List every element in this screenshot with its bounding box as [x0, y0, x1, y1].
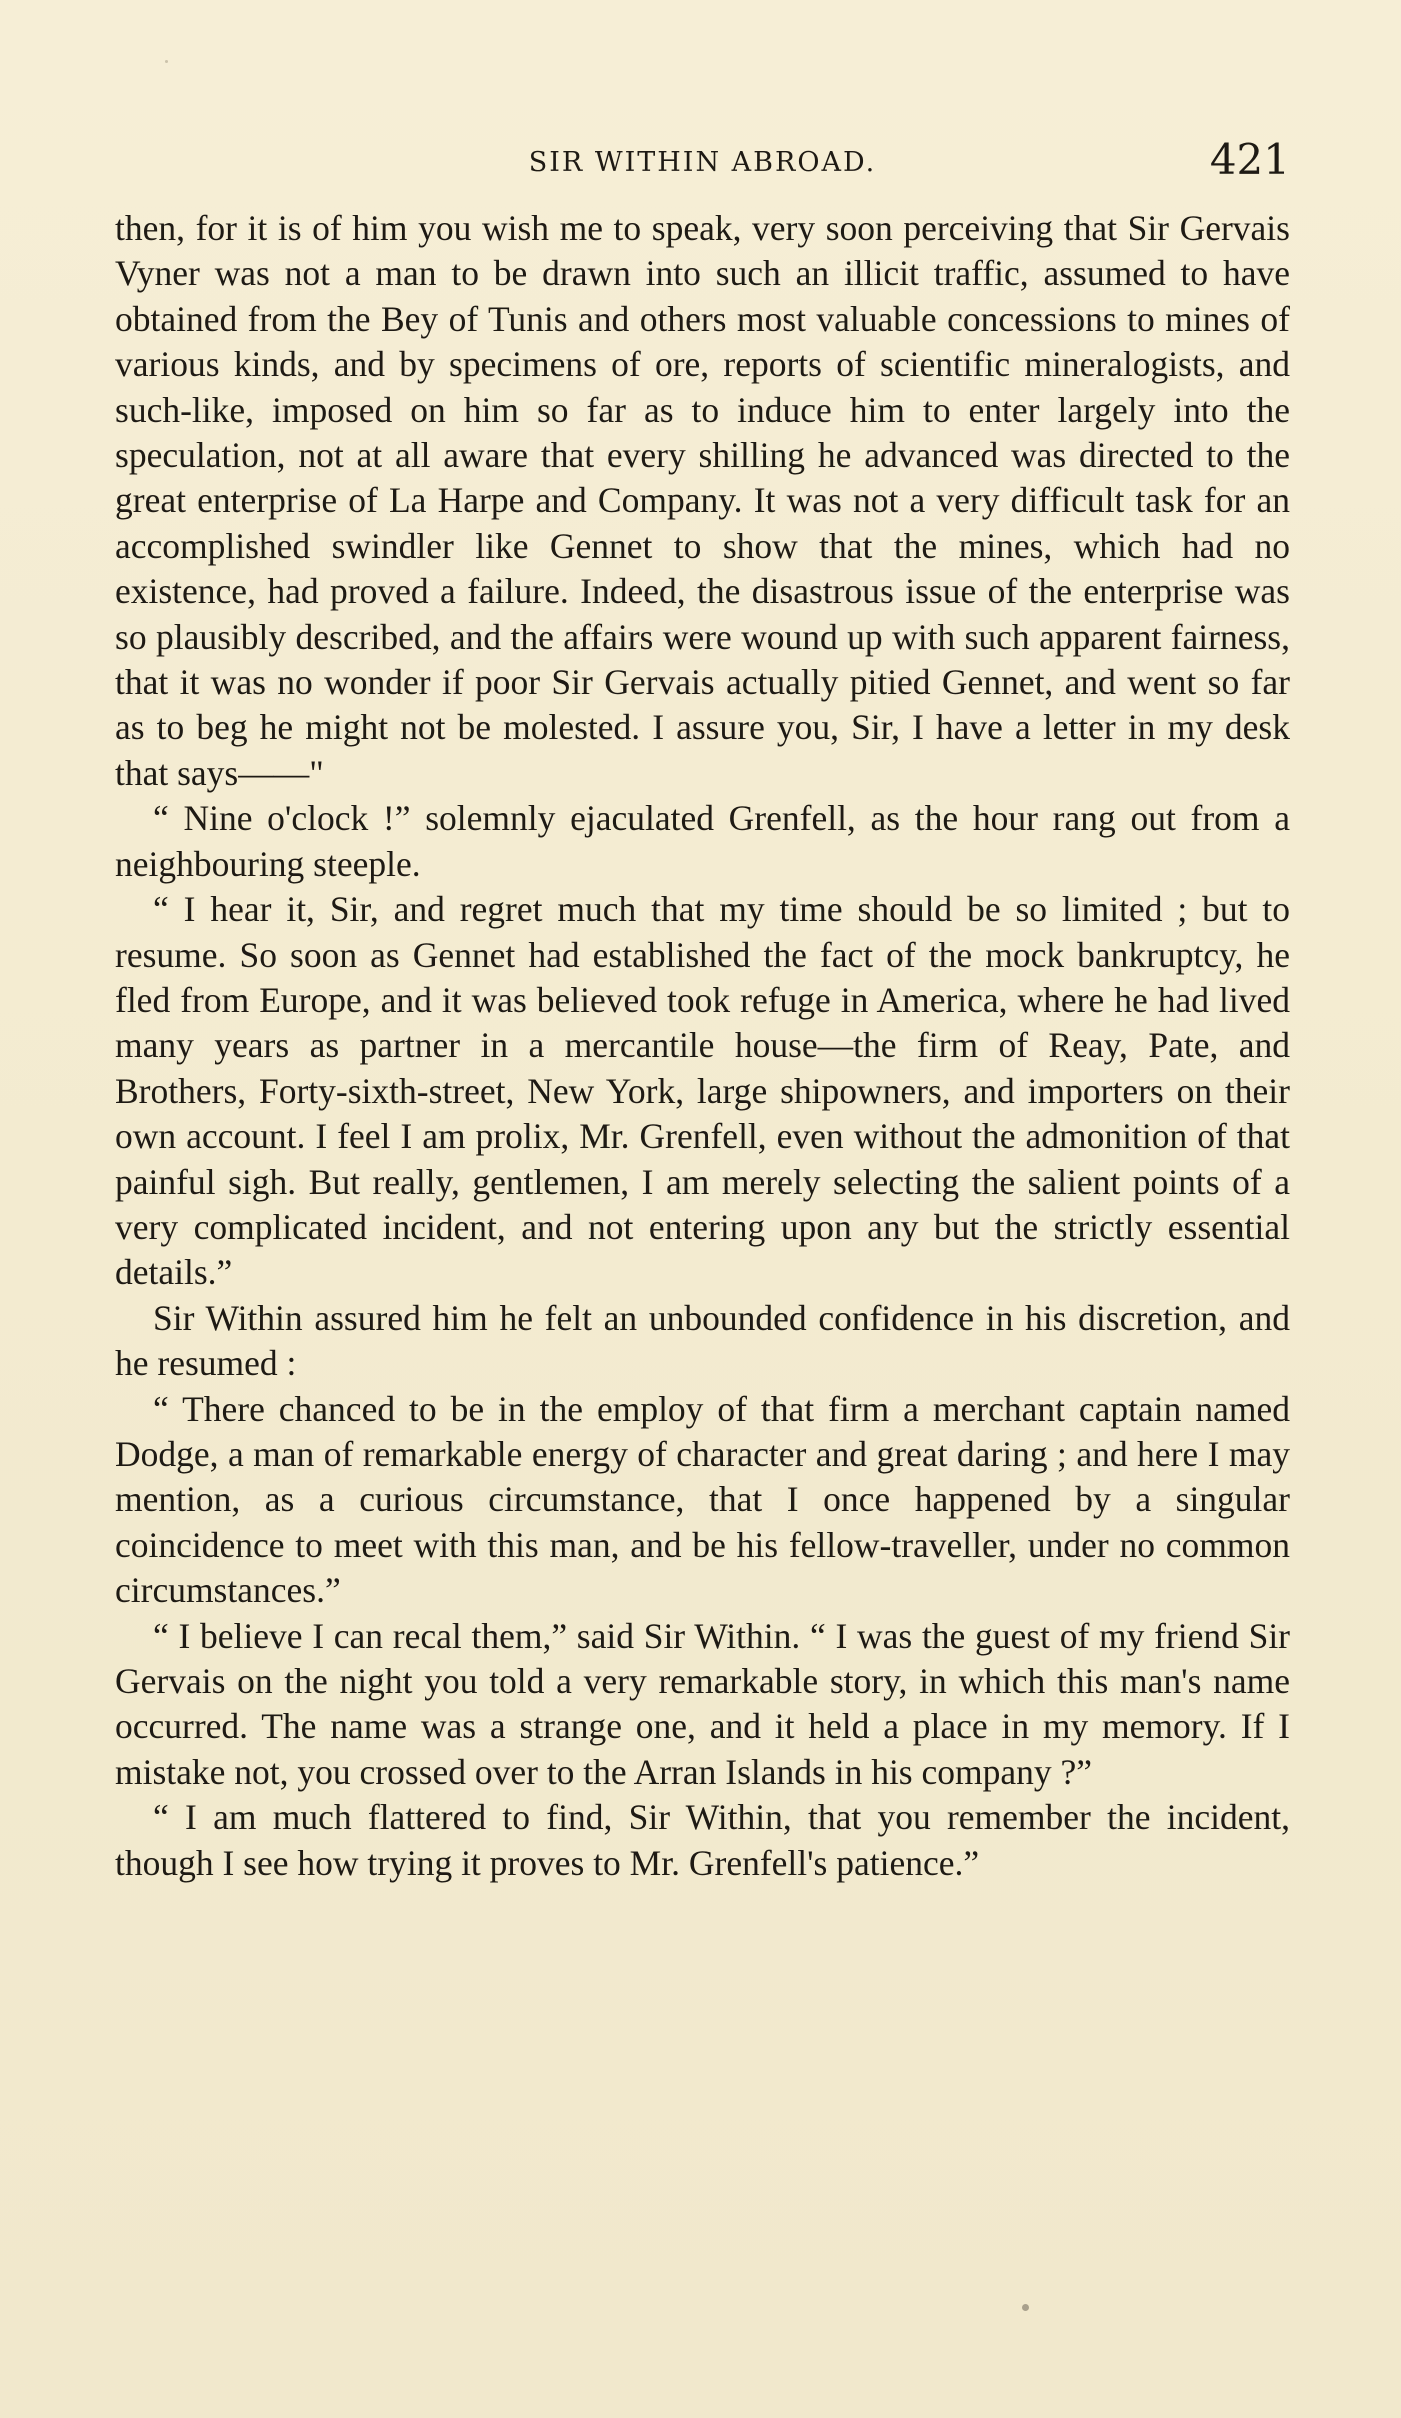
page-number: 421 [1209, 135, 1290, 184]
page-header [115, 135, 1290, 195]
body-text [115, 206, 1290, 1886]
paragraph: “ There chanced to be in the employ of that firm a merchant captain named Dodge, a man of remarkable energy of character and great daring ; and here I may mention, as a curious circumstance, that I once happened by a singular coincidence to meet with this man, and be his fellow-traveller, under no common circumstances.” [115, 1388, 1290, 1611]
paper-speck [1022, 2304, 1029, 2311]
paragraph: “ Nine o'clock !” solemnly ejaculated Grenfell, as the hour rang out from a neighbouring steeple. [115, 798, 1290, 884]
paragraph: then, for it is of him you wish me to speak, very soon perceiving that Sir Gervais Vyner was not a man to be drawn into such an illicit traffic, assumed to have obtained from the Bey of Tunis and others most valuable concessions to mines of various kinds, and by specimens of ore, reports of scientific mineralogists, and such-like, imposed on him so far as to induce him to enter largely into the speculation, not at all aware that every shilling he advanced was directed to the great enterprise of La Harpe and Company. It was not a very difficult task for an accomplished swindler like Gennet to show that the mines, which had no existence, had proved a failure. Indeed, the disastrous issue of the enterprise was so plausibly described, and the affairs were wound up with such apparent fairness, that it was no wonder if poor Sir Gervais actually pitied Gennet, and went so far as to beg he might not be molested. I assure you, Sir, I have a letter in my desk that says——" [115, 208, 1290, 793]
paragraph: Sir Within assured him he felt an unbounded confidence in his discretion, and he resumed : [115, 1297, 1290, 1384]
paragraph: “ I hear it, Sir, and regret much that my time should be so limited ; but to resume. So soon as Gennet had established the fact of the mock bankruptcy, he fled from Europe, and it was believed took refuge in America, where he had lived many years as partner in a mercantile house—the firm of Reay, Pate, and Brothers, Forty-sixth-street, New York, large shipowners, and importers on their own account. I feel I am prolix, Mr. Grenfell, even without the admonition of that painful sigh. But really, gentlemen, I am merely selecting the salient points of a very complicated incident, and not entering upon any but the strictly essential details.” [115, 889, 1290, 1293]
paper-speck [165, 60, 168, 63]
running-title: SIR WITHIN ABROAD. [528, 147, 877, 178]
paragraph: “ I believe I can recal them,” said Sir Within. “ I was the guest of my friend Sir Gervais on the night you told a very remarkable story, in which this man's name occurred. The name was a strange one, and it held a place in my memory. If I mistake not, you crossed over to the Arran Islands in his company ?” [115, 1615, 1290, 1792]
paragraph: “ I am much flattered to find, Sir Within, that you remember the incident, though I see how trying it proves to Mr. Grenfell's patience.” [115, 1797, 1290, 1883]
